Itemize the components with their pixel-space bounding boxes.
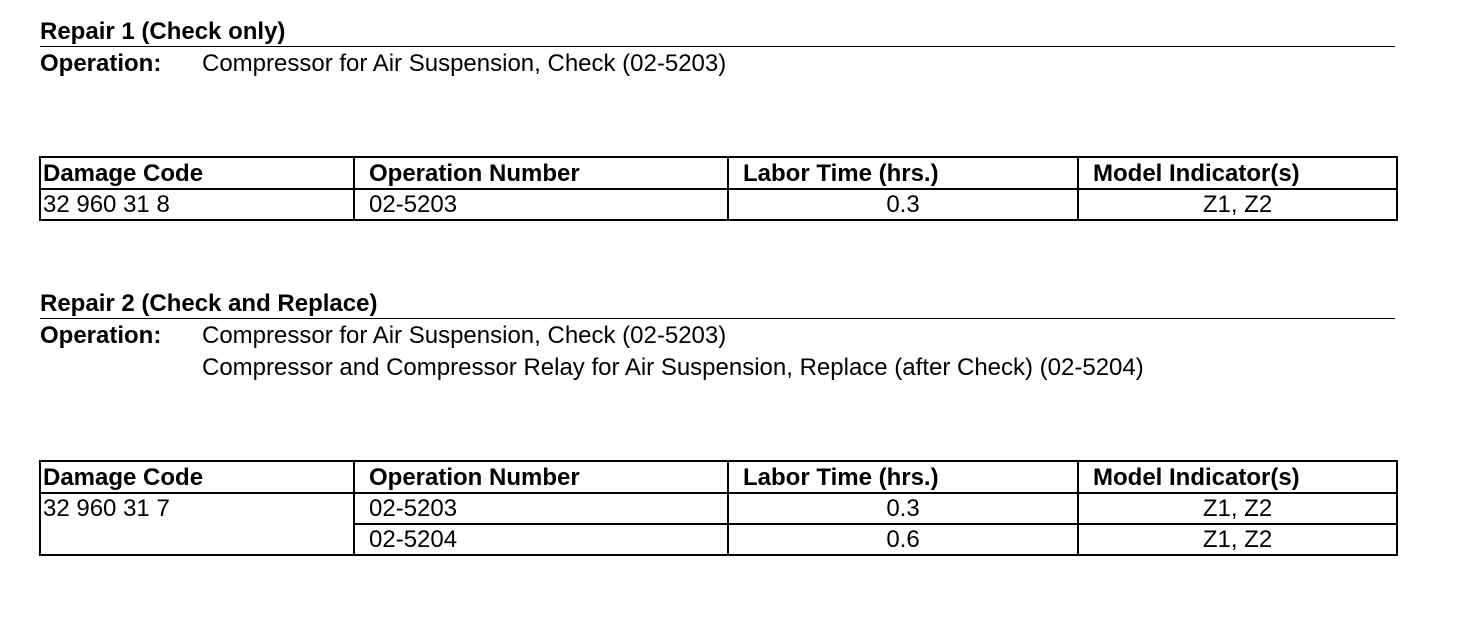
header-operation-number: Operation Number [354, 157, 728, 189]
repair-2-section [40, 290, 1395, 384]
repair-1-table [39, 156, 1398, 221]
header-damage-code: Damage Code [40, 461, 354, 493]
operation-line: Compressor and Compressor Relay for Air Suspension, Replace (after Check) (02-5204) [202, 354, 1144, 381]
header-damage-code: Damage Code [40, 157, 354, 189]
operation-line: Compressor for Air Suspension, Check (02-5203) [202, 50, 727, 77]
repair-2-title: Repair 2 (Check and Replace) [40, 290, 1395, 319]
repair-2-table [39, 460, 1398, 556]
model-indicators-cell: Z1, Z2 [1078, 524, 1397, 555]
labor-time-cell: 0.3 [728, 189, 1078, 220]
repair-2-operation [40, 320, 1395, 384]
table-header-row [40, 461, 1397, 493]
operation-number-cell: 02-5203 [354, 189, 728, 220]
operation-label: Operation: [40, 50, 162, 77]
operation-line: Compressor for Air Suspension, Check (02-5203) [202, 322, 727, 349]
model-indicators-cell: Z1, Z2 [1078, 493, 1397, 524]
table-row [40, 189, 1397, 220]
repair-1-operation [40, 48, 1395, 80]
operation-label: Operation: [40, 322, 162, 349]
repair-1-section [40, 18, 1395, 80]
table-row [40, 493, 1397, 524]
header-labor-time: Labor Time (hrs.) [728, 461, 1078, 493]
header-model-indicators: Model Indicator(s) [1078, 157, 1397, 189]
header-model-indicators: Model Indicator(s) [1078, 461, 1397, 493]
repair-1-title: Repair 1 (Check only) [40, 18, 1395, 47]
header-operation-number: Operation Number [354, 461, 728, 493]
model-indicators-cell: Z1, Z2 [1078, 189, 1397, 220]
labor-time-cell: 0.6 [728, 524, 1078, 555]
damage-code-cell: 32 960 31 7 [40, 493, 354, 555]
operation-number-cell: 02-5204 [354, 524, 728, 555]
table-header-row [40, 157, 1397, 189]
damage-code-cell: 32 960 31 8 [40, 189, 354, 220]
labor-time-cell: 0.3 [728, 493, 1078, 524]
header-labor-time: Labor Time (hrs.) [728, 157, 1078, 189]
operation-number-cell: 02-5203 [354, 493, 728, 524]
